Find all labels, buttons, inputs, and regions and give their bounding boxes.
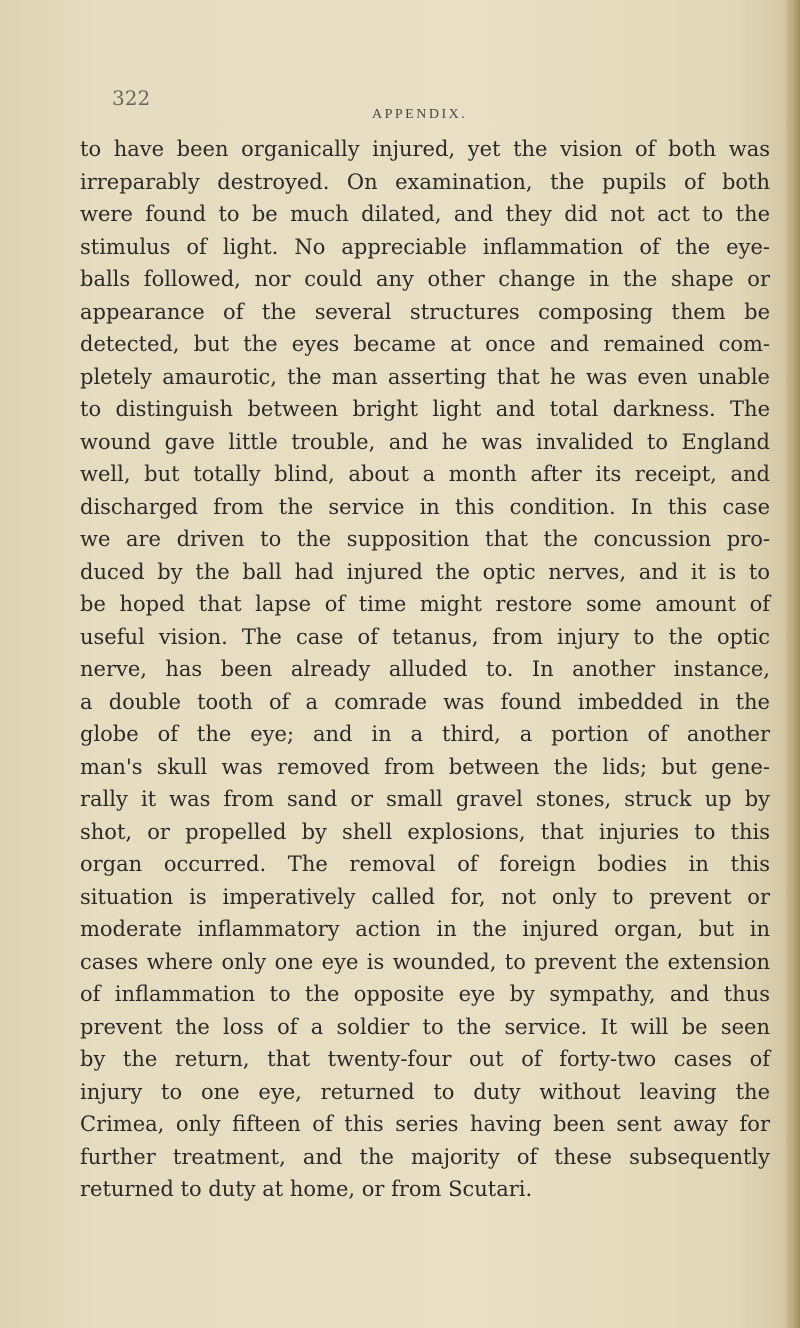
text-line: cases where only one eye is wounded, to prevent the extension	[80, 949, 770, 974]
text-line: well, but totally blind, about a month after its receipt, and	[80, 462, 770, 486]
text-line: man's skull was removed from between the lids; but gene-	[80, 754, 770, 779]
text-line: stimulus of light. No appreciable inflammation of the eye-	[80, 234, 770, 259]
text-line: injury to one eye, returned to duty without leaving the	[80, 1079, 770, 1104]
text-line: organ occurred. The removal of foreign bodies in this	[80, 852, 770, 876]
text-line: shot, or propelled by shell explosions, that injuries to this	[80, 819, 770, 844]
text-line: appearance of the several structures composing them be	[80, 299, 770, 324]
body-text	[80, 133, 770, 1206]
text-line: a double tooth of a comrade was found imbedded in the	[80, 689, 770, 714]
text-line: to distinguish between bright light and total darkness. The	[80, 397, 770, 421]
text-line: rally it was from sand or small gravel stones, struck up by	[80, 787, 770, 811]
text-line: be hoped that lapse of time might restore some amount of	[80, 592, 770, 616]
text-line: globe of the eye; and in a third, a portion of another	[80, 722, 770, 746]
page-edge	[786, 0, 800, 1328]
text-line: were found to be much dilated, and they did not act to the	[80, 202, 770, 226]
text-line: balls followed, nor could any other change in the shape or	[80, 267, 770, 291]
text-line: we are driven to the supposition that the concussion pro-	[80, 527, 770, 551]
text-line: nerve, has been already alluded to. In another instance,	[80, 657, 770, 681]
page-number: 322	[112, 86, 151, 110]
text-line: situation is imperatively called for, not only to prevent or	[80, 884, 770, 909]
text-line: Crimea, only fifteen of this series having been sent away for	[80, 1112, 770, 1136]
text-line: detected, but the eyes became at once and remained com-	[80, 332, 770, 356]
text-line: useful vision. The case of tetanus, from injury to the optic	[80, 624, 770, 649]
text-line: irreparably destroyed. On examination, the pupils of both	[80, 169, 770, 194]
text-line: further treatment, and the majority of these subsequently	[80, 1144, 770, 1169]
text-line: prevent the loss of a soldier to the service. It will be seen	[80, 1014, 770, 1039]
text-line: moderate inflammatory action in the injured organ, but in	[80, 917, 770, 941]
text-line: discharged from the service in this condition. In this case	[80, 494, 770, 519]
text-line: of inflammation to the opposite eye by sympathy, and thus	[80, 982, 770, 1006]
text-line: duced by the ball had injured the optic nerves, and it is to	[80, 559, 770, 584]
text-line: to have been organically injured, yet the vision of both was	[80, 137, 770, 161]
running-head: APPENDIX.	[372, 107, 468, 122]
text-line: pletely amaurotic, the man asserting that he was even unable	[80, 364, 770, 389]
text-line: wound gave little trouble, and he was invalided to England	[80, 429, 770, 454]
text-line: by the return, that twenty-four out of forty-two cases of	[80, 1047, 770, 1071]
text-line: returned to duty at home, or from Scutari.	[80, 1177, 533, 1201]
